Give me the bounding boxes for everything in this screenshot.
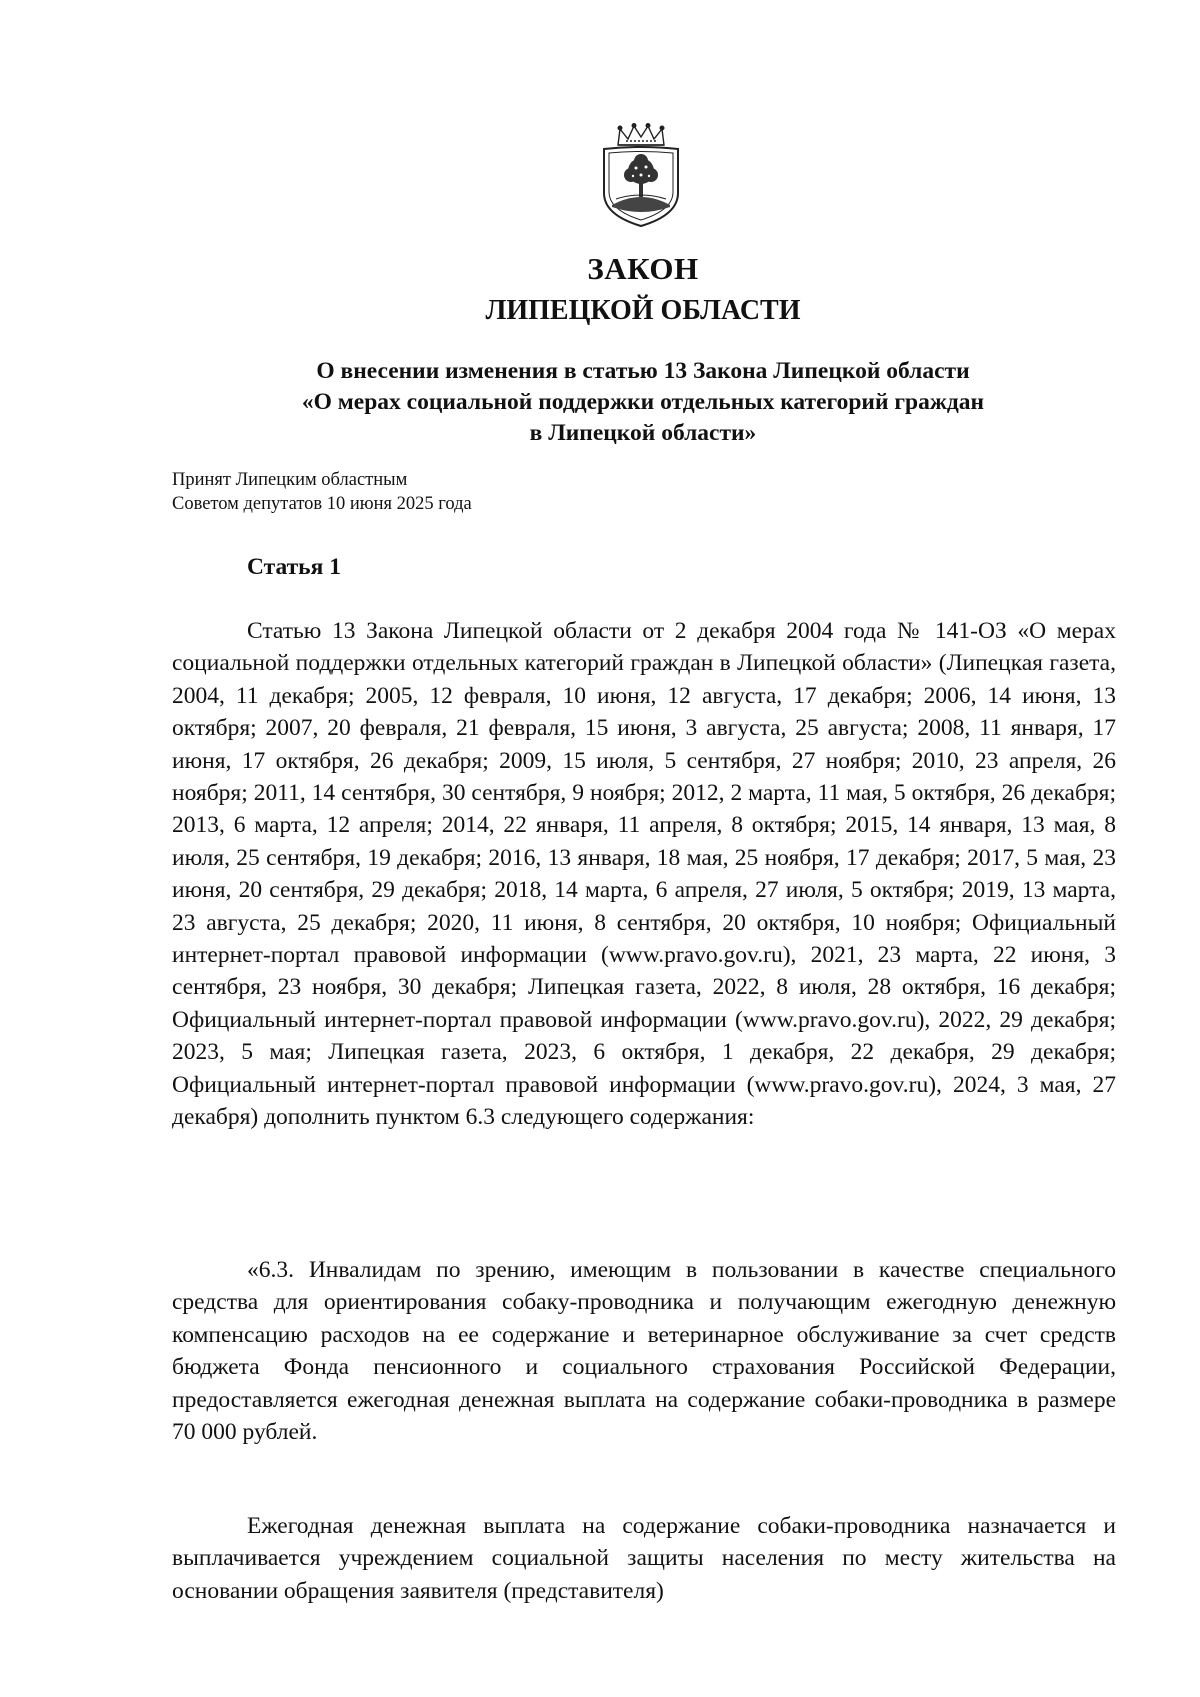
subject-line: «О мерах социальной поддержки отдельных категорий граждан	[301, 389, 985, 415]
article-paragraph: Статью 13 Закона Липецкой области от 2 декабря 2004 года № 141-ОЗ «О мерах социальной поддержки отдельных категорий граждан в Липецкой области» (Липецкая газета, 2004, 11 декабря; 2005, 12 февраля, 10 июня, 12 августа, 17 декабря; 2006, 14 июня, 13 октября; 2007, 20 февраля, 21 февраля, 15 июня, 3 августа, 25 августа; 2008, 11 января, 17 июня, 17 октября, 26 декабря; 2009, 15 июля, 5 сентября, 27 ноября; 2010, 23 апреля, 26 ноября; 2011, 14 сентября, 30 сентября, 9 ноября; 2012, 2 марта, 11 мая, 5 октября, 26 декабря; 2013, 6 марта, 12 апреля; 2014, 22 января, 11 апреля, 8 октября; 2015, 14 января, 13 мая, 8 июля, 25 сентября, 19 декабря; 2016, 13 января, 18 мая, 25 ноября, 17 декабря; 2017, 5 мая, 23 июня, 20 сентября, 29 декабря; 2018, 14 марта, 6 апреля, 27 июля, 5 октября; 2019, 13 марта, 23 августа, 25 декабря; 2020, 11 июня, 8 сентября, 20 октября, 10 ноября; Официальный интернет-портал правовой информации (www.pravo.gov.ru), 2021, 23 марта, 22 июня, 3 сентября, 23 ноября, 30 декабря; Липецкая газета, 2022, 8 июля, 28 октября, 16 декабря; Официальный интернет-портал правовой информации (www.pravo.gov.ru), 2022, 29 декабря; 2023, 5 мая; Липецкая газета, 2023, 6 октября, 1 декабря, 22 декабря, 29 декабря; Официальный интернет-портал правовой информации (www.pravo.gov.ru), 2024, 3 мая, 27 декабря) дополнить пунктом 6.3 следующего содержания:	[172, 618, 1116, 1131]
article-paragraph: «6.3. Инвалидам по зрению, имеющим в пользовании в качестве специального средства для ориентирования собаку-проводника и получающим ежегодную денежную компенсацию расходов на ее содержание и ветеринарное обслуживание за счет средств бюджета Фонда пенсионного и социального страхования Российской Федерации, предоставляется ежегодная денежная выплата на содержание собаки-проводника в размере 70 000 рублей.	[172, 1257, 1116, 1446]
adoption-note	[172, 468, 472, 516]
subject-line: в Липецкой области»	[529, 420, 757, 446]
lipetsk-coat-of-arms-icon	[598, 123, 684, 229]
law-subject	[170, 356, 1116, 449]
article-heading: Статья 1	[247, 554, 341, 580]
adoption-line: Советом депутатов 10 июня 2025 года	[172, 494, 472, 514]
document-title: ЗАКОН	[587, 251, 699, 286]
document-subtitle: ЛИПЕЦКОЙ ОБЛАСТИ	[485, 295, 801, 326]
article-paragraph: Ежегодная денежная выплата на содержание собаки-проводника назначается и выплачивается учреждением социальной защиты населения по месту жительства на основании обращения заявителя (представителя)	[172, 1513, 1116, 1604]
adoption-line: Принят Липецким областным	[172, 470, 408, 490]
subject-line: О внесении изменения в статью 13 Закона Липецкой области	[316, 358, 970, 384]
